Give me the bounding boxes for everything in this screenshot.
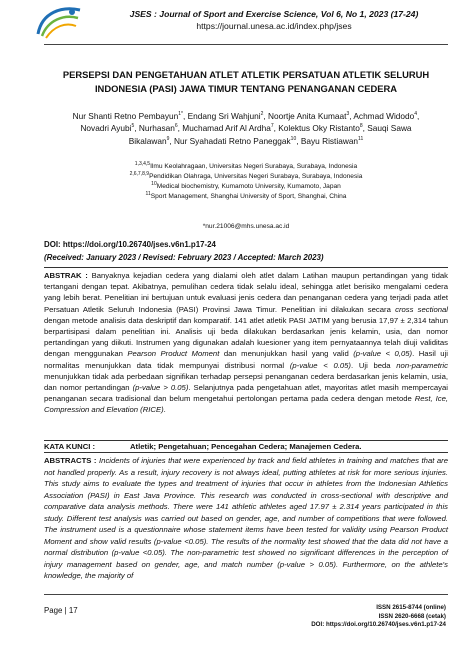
- journal-title: JSES : Journal of Sport and Exercise Science, Vol 6, No 1, 2023 (17-24): [129, 9, 419, 19]
- author-sep: ,: [296, 135, 301, 146]
- author-sep: ,: [177, 123, 183, 134]
- submission-dates: (Received: January 2023 / Revised: February 2023 / Accepted: March 2023): [44, 253, 324, 262]
- title-line-2: INDONESIA (PASI) JAWA TIMUR TENTANG PENANGANAN CEDERA: [94, 83, 398, 94]
- author: Bayu Ristiawan: [300, 135, 359, 146]
- author-sep: ,: [169, 135, 174, 146]
- author-sep: ,: [134, 123, 139, 134]
- page-number: Page | 17: [44, 606, 78, 615]
- author-sep: ,: [349, 111, 354, 121]
- journal-header: [104, 8, 444, 32]
- author-sup: 7: [270, 123, 274, 130]
- author-sup: 2: [260, 111, 264, 118]
- abstrak-paragraph: [44, 270, 448, 416]
- keywords-label: KATA KUNCI :: [44, 442, 96, 451]
- affiliation-sup: 1,3,4,5: [134, 160, 151, 167]
- keywords-row: [44, 440, 448, 453]
- author: Nurhasan: [138, 123, 175, 134]
- jses-logo: [32, 4, 84, 40]
- author-sup: 6: [174, 123, 178, 130]
- author-sup: 4: [414, 111, 418, 118]
- author-sup: 10: [290, 136, 297, 143]
- issn-print: ISSN 2620-6668 (cetak): [378, 612, 446, 620]
- author-sup: 3: [346, 111, 350, 118]
- affiliation: [44, 172, 448, 182]
- footer-doi[interactable]: DOI: https://doi.org/10.26740/jses.v6n1.p17-24: [311, 621, 446, 629]
- author-sep: ,: [263, 111, 269, 121]
- corresponding-email[interactable]: *nur.21006@mhs.unesa.ac.id: [202, 223, 290, 230]
- header-rule: [44, 44, 448, 45]
- affiliations: [44, 162, 448, 202]
- abstrak-italic: (p-value > 0.05): [132, 383, 189, 393]
- author-sup: 9: [166, 136, 170, 143]
- author-sup: 5: [131, 123, 135, 130]
- journal-url[interactable]: https://journal.unesa.ac.id/index.php/jses: [196, 21, 352, 31]
- keywords-text: Atletik; Pengetahuan; Pencegahan Cedera; Manajemen Cedera.: [130, 442, 362, 451]
- author-sup: 8: [359, 123, 363, 130]
- affiliation-text: Sport Management, Shanghai University of Sport, Shanghai, China: [150, 193, 347, 200]
- author-sep: ,: [417, 111, 420, 121]
- author-sup: 1*: [178, 111, 183, 118]
- abstrak-text: .: [163, 405, 166, 415]
- author-sep: ,: [362, 123, 368, 134]
- abstrak-italic: Rest, Ice, Compression and Elevation (RICE): [44, 394, 448, 415]
- affiliation-sup: 2,6,7,8,9: [129, 170, 150, 177]
- abstract-english: [44, 455, 448, 582]
- author: Achmad Widodo: [353, 111, 415, 121]
- abstrak-text: . Uji beda: [350, 360, 397, 370]
- abstract-text: Incidents of injuries that were experienced by track and field athletes in training and matches that are not handled properly. As a result, injury recovery is not always ideal, putting athletes at risk for more serious injuries. This study aims to evaluate the types and treatment of injuries that occur in athletes from the Indonesian Athletics Association (PASI) in East Java Province. This research was conducted in cross-sectional with descriptive and comparative data analysis methods. There were 141 athletic athletes aged 17.97 ± 2.314 years participated in this study. Different test analysis was carried out based on gender, age, and number of competitions that were followed. The instrument used is a questionnaire whose statement items have been tested for validity using Pearson Product Moment and show valid results (p-value <0.05). The results of the normality test showed that the data did not have a normal distribution (p-value <0.05). The non-parametric test showed no significant differences in the perception of injury management based on gender, age, and match number (p-value > 0.05). Furthermore, on the athlete's knowledge, the majority of: [44, 456, 448, 580]
- abstrak-text: dengan metode analisis data deskriptif dan komparatif. 141 atlet atletik PASI JATIM yang berusia 17,97 ± 2,314 tahun berpartisipasi dalam penelitian ini. Analisis uji beda dilakukan berdasarkan jenis kelamin, usia, dan nomor pertandingan yang diikuti. Instrumen yang digunakan adalah kuesioner yang item pernyataannya telah diuji validitas dengan menggunakan: [44, 315, 448, 359]
- author: Novadri Ayubi: [80, 123, 132, 134]
- author-sep: ,: [182, 111, 188, 121]
- abstrak-text: menunjukkan tidak ada perbedaan signifikan terhadap persepsi penanganan cedera berdasarkan jenis kelamin, usia, dan nomor pertandingan: [44, 371, 448, 393]
- abstrak-italic: (p-value < 0,05): [353, 349, 413, 359]
- affiliation-sup: 11: [145, 190, 151, 197]
- author-sep: ,: [273, 123, 279, 134]
- abstrak-italic: (p-value < 0.05): [289, 360, 351, 370]
- author: Kolektus Oky Ristanto: [278, 123, 360, 134]
- issn-online: ISSN 2615-8744 (online): [376, 604, 446, 611]
- author: Nur Shanti Retno Pembayun: [72, 111, 179, 121]
- abstract-label: ABSTRACTS :: [44, 456, 97, 465]
- abstrak-text: Banyaknya kejadian cedera yang dialami oleh atlet dalam Latihan maupun pertandingan yang tidak tertangani dengan tepat. Akibatnya, pemulihan cedera tidak selalu ideal, sehingga atlet berisiko mengalami cedera yang lebih berat. Penelitian ini bertujuan untuk evaluasi jenis cedera dan penanganan cedera yang terjadi pada atlet Persatuan Atletik Seluruh Indonesia (PASI) Provinsi Jawa Timur. Penelitian ini dilakukan secara: [44, 271, 449, 314]
- abstrak-italic: cross sectional: [395, 304, 449, 314]
- paper-title: [44, 68, 448, 96]
- affiliation-text: Ilmu Keolahragaan, Universitas Negeri Surabaya, Surabaya, Indonesia: [150, 163, 358, 170]
- affiliation-text: Medical biochemistry, Kumamoto University, Kumamoto, Japan: [156, 183, 341, 190]
- title-line-1: PERSEPSI DAN PENGETAHUAN ATLET ATLETIK PERSATUAN ATLETIK SELURUH: [62, 69, 430, 80]
- abstrak-text: . Selanjutnya pada pengetahuan atlet, mayoritas atlet masih mempercayai penanganan secara tradisional dan belum mengetahui pertolongan pertama pada cedera dengan metode: [44, 383, 448, 404]
- author: Nur Syahadati Retno Paneggak: [173, 135, 291, 146]
- author: Noortje Anita Kumaat: [268, 111, 347, 121]
- author-list: [44, 110, 448, 147]
- author: Sauqi Sawa: [367, 123, 412, 134]
- abstrak-section: [44, 267, 448, 416]
- footer-issn: [311, 604, 446, 630]
- abstrak-text: dan menunjukkan hasil yang valid: [219, 349, 354, 359]
- affiliation: [44, 162, 448, 172]
- footer-rule: [44, 594, 448, 595]
- author: Endang Sri Wahjuni: [187, 111, 261, 121]
- abstrak-italic: Pearson Product Moment: [127, 349, 220, 359]
- author: Muchamad Arif Al Ardha: [182, 123, 271, 134]
- affiliation: [44, 192, 448, 202]
- affiliation-sup: 10: [151, 180, 157, 187]
- author: Bikalawan: [128, 135, 167, 146]
- affiliation: [44, 182, 448, 192]
- abstrak-text: . Hasil uji normalitas menunjukkan data tidak mempunyai distribusi normal: [44, 349, 448, 370]
- abstrak-italic: non-parametric: [396, 360, 448, 370]
- author-sup: 11: [358, 136, 364, 143]
- abstrak-label: ABSTRAK :: [44, 271, 88, 280]
- affiliation-text: Pendidikan Olahraga, Universitas Negeri Surabaya, Surabaya, Indonesia: [149, 173, 363, 180]
- doi-link[interactable]: DOI: https://doi.org/10.26740/jses.v6n1.p17-24: [44, 240, 216, 249]
